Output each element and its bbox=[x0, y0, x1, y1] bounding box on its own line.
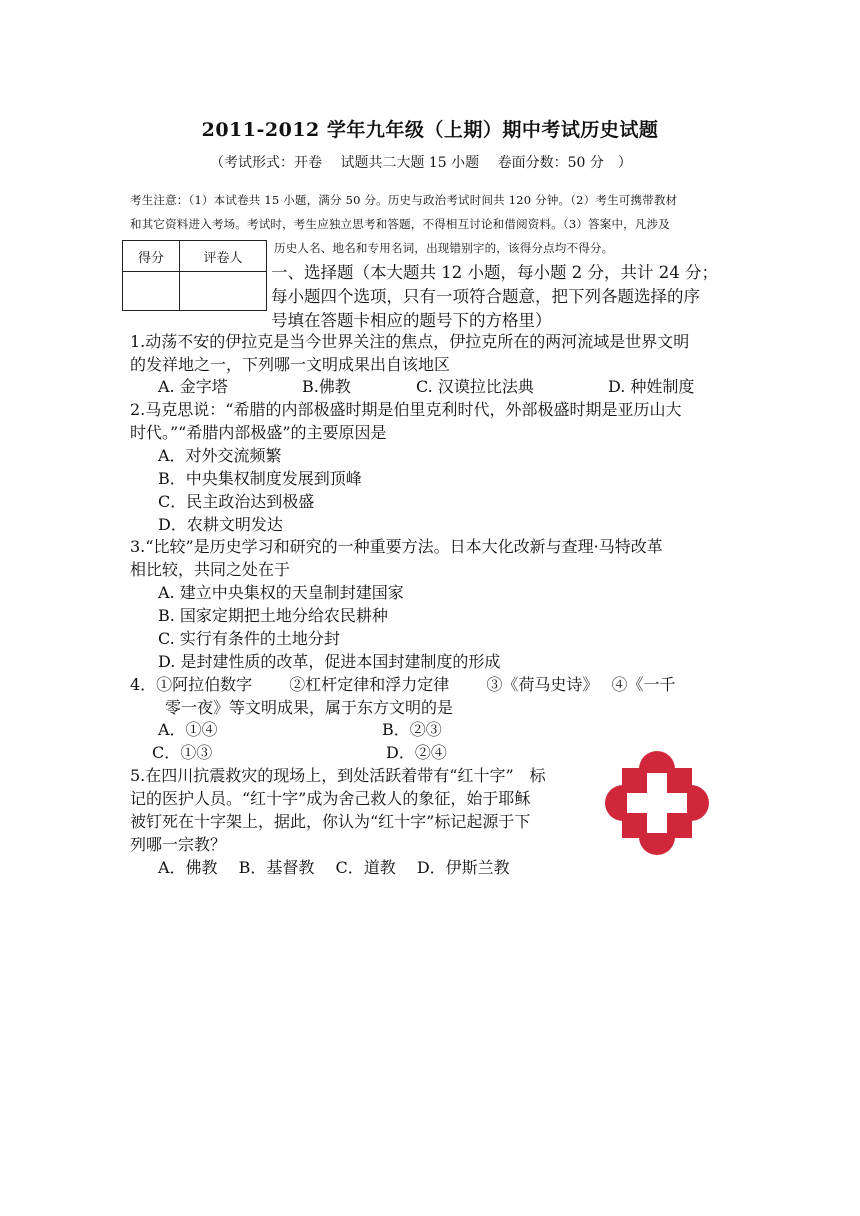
q1-option-d: D. 种姓制度 bbox=[608, 377, 695, 396]
notice-line-3: 历史人名、地名和专用名词，出现错别字的，该得分点均不得分。 bbox=[274, 241, 614, 255]
q4-option-b: B．②③ bbox=[382, 720, 442, 739]
q5-stem-line-4: 列哪一宗教？ bbox=[130, 835, 227, 854]
q2-option-d: D．农耕文明发达 bbox=[158, 515, 283, 534]
q3-option-a: A. 建立中央集权的天皇制封建国家 bbox=[158, 583, 404, 602]
q3-option-b: B. 国家定期把土地分给农民耕种 bbox=[158, 606, 388, 625]
q5-stem-line-2: 记的医护人员。“红十字”成为舍己救人的象征，始于耶稣 bbox=[130, 789, 531, 808]
q5-stem-line-1: 5.在四川抗震救灾的现场上，到处活跃着带有“红十字” 标 bbox=[130, 766, 546, 785]
q2-stem-line-1: 2.马克思说：“希腊的内部极盛时期是伯里克利时代，外部极盛时期是亚历山大 bbox=[130, 400, 682, 419]
q4-stem-line-1: 4．①阿拉伯数字 ②杠杆定律和浮力定律 ③《荷马史诗》 ④《一千 bbox=[130, 675, 676, 694]
q1-option-a: A. 金字塔 bbox=[158, 377, 228, 396]
exam-subtitle: （考试形式：开卷 试题共二大题 15 小题 卷面分数：50 分 ） bbox=[210, 155, 632, 171]
q2-option-c: C．民主政治达到极盛 bbox=[158, 492, 315, 511]
notice-line-2: 和其它资料进入考场。考试时，考生应独立思考和答题，不得相互讨论和借阅资料。（3）答案中，凡涉及 bbox=[130, 217, 670, 231]
grader-cell[interactable] bbox=[180, 272, 267, 311]
q1-stem-line-2: 的发祥地之一，下列哪一文明成果出自该地区 bbox=[130, 355, 451, 374]
section-heading-line-2: 每小题四个选项，只有一项符合题意，把下列各题选择的序 bbox=[271, 287, 700, 306]
q2-stem-line-2: 时代。”“希腊内部极盛”的主要原因是 bbox=[130, 423, 387, 442]
section-heading-line-1: 一、选择题（本大题共 12 小题，每小题 2 分，共计 24 分； bbox=[271, 263, 718, 282]
score-label: 得分 bbox=[123, 241, 180, 272]
q1-option-b: B.佛教 bbox=[302, 377, 351, 396]
q2-option-a: A．对外交流频繁 bbox=[158, 446, 282, 465]
notice-line-1: 考生注意：（1）本试卷共 15 小题，满分 50 分。历史与政治考试时间共 120 分钟。（2）考生可携带教材 bbox=[130, 193, 678, 207]
grader-label: 评卷人 bbox=[180, 241, 267, 272]
q3-stem-line-2: 相比较，共同之处在于 bbox=[130, 560, 291, 579]
q4-option-c: C．①③ bbox=[152, 743, 213, 762]
score-cell[interactable] bbox=[123, 272, 180, 311]
q3-option-d: D. 是封建性质的改革，促进本国封建制度的形成 bbox=[158, 652, 501, 671]
q4-stem-line-2: 零一夜》等文明成果，属于东方文明的是 bbox=[165, 698, 454, 717]
q3-option-c: C. 实行有条件的土地分封 bbox=[158, 629, 340, 648]
q1-stem-line-1: 1.动荡不安的伊拉克是当今世界关注的焦点，伊拉克所在的两河流域是世界文明 bbox=[130, 332, 690, 351]
q5-stem-line-3: 被钉死在十字架上，据此，你认为“红十字”标记起源于下 bbox=[130, 812, 531, 831]
q3-stem-line-1: 3.“比较”是历史学习和研究的一种重要方法。日本大化改新与查理·马特改革 bbox=[130, 537, 663, 556]
q2-option-b: B．中央集权制度发展到顶峰 bbox=[158, 469, 362, 488]
section-heading-line-3: 号填在答题卡相应的题号下的方格里） bbox=[271, 311, 552, 330]
score-box bbox=[122, 240, 267, 311]
exam-title: 2011-2012 学年九年级（上期）期中考试历史试题 bbox=[201, 119, 659, 141]
q4-option-a: A．①④ bbox=[158, 720, 218, 739]
q4-option-d: D．②④ bbox=[386, 743, 447, 762]
q1-option-c: C. 汉谟拉比法典 bbox=[416, 377, 534, 396]
red-cross-emblem-icon bbox=[605, 751, 709, 855]
q5-options: A．佛教 B．基督教 C．道教 D．伊斯兰教 bbox=[158, 858, 510, 877]
